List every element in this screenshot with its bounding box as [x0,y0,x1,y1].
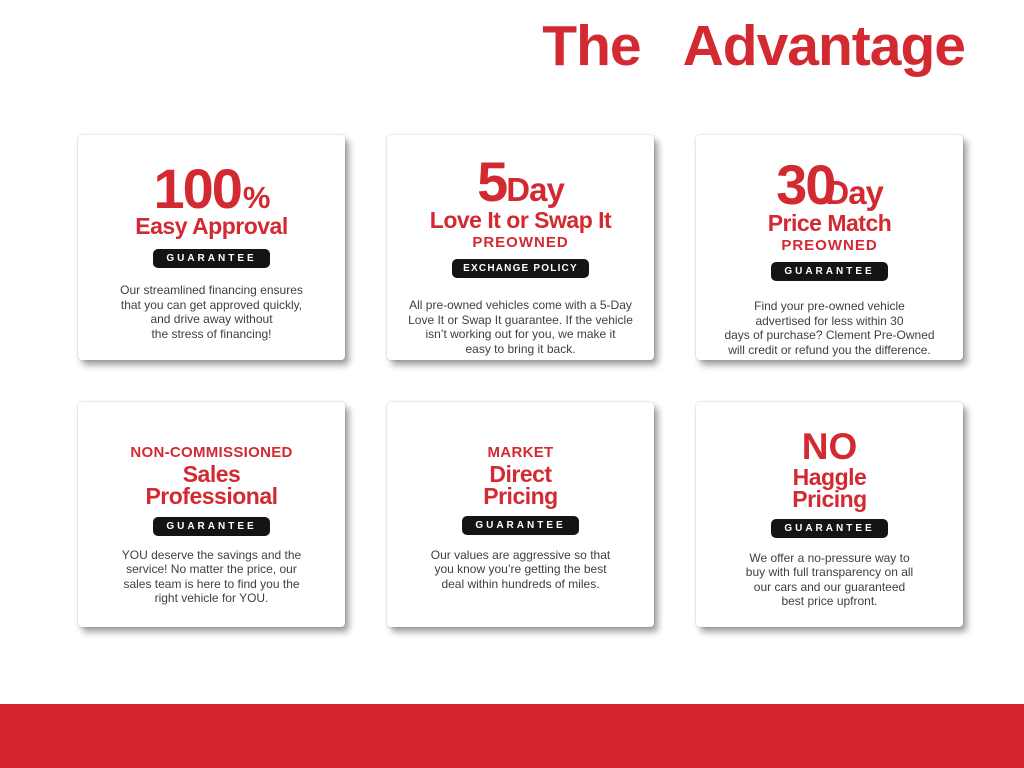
card-body [724,299,934,357]
card-title-line: Haggle [792,464,867,491]
card-sales-professional [78,402,345,627]
card-body-line: Our streamlined financing ensures [120,283,303,298]
card-body-line: our cars and our guaranteed [753,579,906,594]
card-body-line: service! No matter the price, our [126,562,297,577]
card-big-number [153,157,270,220]
card-body-line: Find your pre-owned vehicle [754,299,905,314]
guarantee-pill: GUARANTEE [771,262,887,281]
card-body-line: and drive away without [150,312,273,327]
page-title-the: The [542,14,641,78]
guarantee-pill: GUARANTEE [771,519,887,538]
card-body-line: will credit or refund you the difference. [728,342,931,357]
card-eyebrow: NON-COMMISSIONED [130,444,293,461]
big-number-suffix: Day [825,174,883,211]
card-title-line: Pricing [792,485,867,512]
big-number-text: 5 [477,150,507,213]
card-body-line: isn’t working out for you, we make it [425,327,616,342]
guarantee-pill: GUARANTEE [153,517,269,536]
card-title-line: Professional [145,482,278,509]
exchange-policy-pill: EXCHANGE POLICY [452,259,589,278]
card-body-line: that you can get approved quickly, [120,297,303,312]
card-body-line: best price upfront. [781,594,878,609]
page-title-advantage: Advantage [682,14,965,78]
card-subtitle: PREOWNED [781,237,878,255]
card-body-line: the stress of financing! [151,326,272,341]
card-title-line: Pricing [483,482,558,509]
card-subtitle: PREOWNED [472,234,569,252]
card-body [746,551,913,609]
card-body-line: Our values are aggressive so that [430,547,611,562]
card-big-number [776,153,883,216]
card-market-direct-pricing [387,402,654,627]
card-body [408,298,633,356]
card-title [483,461,558,509]
card-body [120,283,303,341]
card-body-line: days of purchase? Clement Pre-Owned [724,328,935,343]
card-body-line: buy with full transparency on all [745,565,914,580]
card-body-line: you know you’re getting the best [434,562,607,577]
card-body [431,548,610,592]
card-eyebrow: MARKET [487,444,554,461]
card-title-line: Direct [489,461,552,487]
big-number-text: 30 [776,153,835,216]
card-body-line: easy to bring it back. [465,341,576,356]
big-number-suffix: % [242,180,270,215]
card-body-line: Love It or Swap It guarantee. If the vehicle [408,312,633,327]
card-big-number [477,150,564,213]
guarantee-pill: GUARANTEE [153,249,269,268]
card-price-match [696,135,963,360]
card-body-line: deal within hundreds of miles. [441,576,600,591]
big-number-suffix: Day [506,171,564,208]
card-love-it-or-swap-it [387,135,654,360]
card-no-haggle-pricing [696,402,963,627]
card-body-line: YOU deserve the savings and the [121,547,302,562]
card-title [792,464,867,512]
card-title: Love It or Swap It [429,207,612,234]
big-number-text: 100 [153,157,241,220]
card-title [145,461,278,509]
card-big-number: NO [801,426,858,467]
card-title-line: Sales [182,461,241,487]
card-easy-approval [78,135,345,360]
card-title: Price Match [767,210,892,237]
card-body-line: advertised for less within 30 [755,313,904,328]
footer-red-bar [0,704,1024,768]
card-body-line: right vehicle for YOU. [154,591,269,606]
card-body-line: sales team is here to find you the [123,576,300,591]
guarantee-pill: GUARANTEE [462,516,578,535]
card-body [122,548,301,606]
card-body-line: All pre-owned vehicles come with a 5-Day [409,298,632,313]
card-body-line: We offer a no-pressure way to [749,550,910,565]
card-title: Easy Approval [135,213,288,240]
page-title [542,14,965,78]
